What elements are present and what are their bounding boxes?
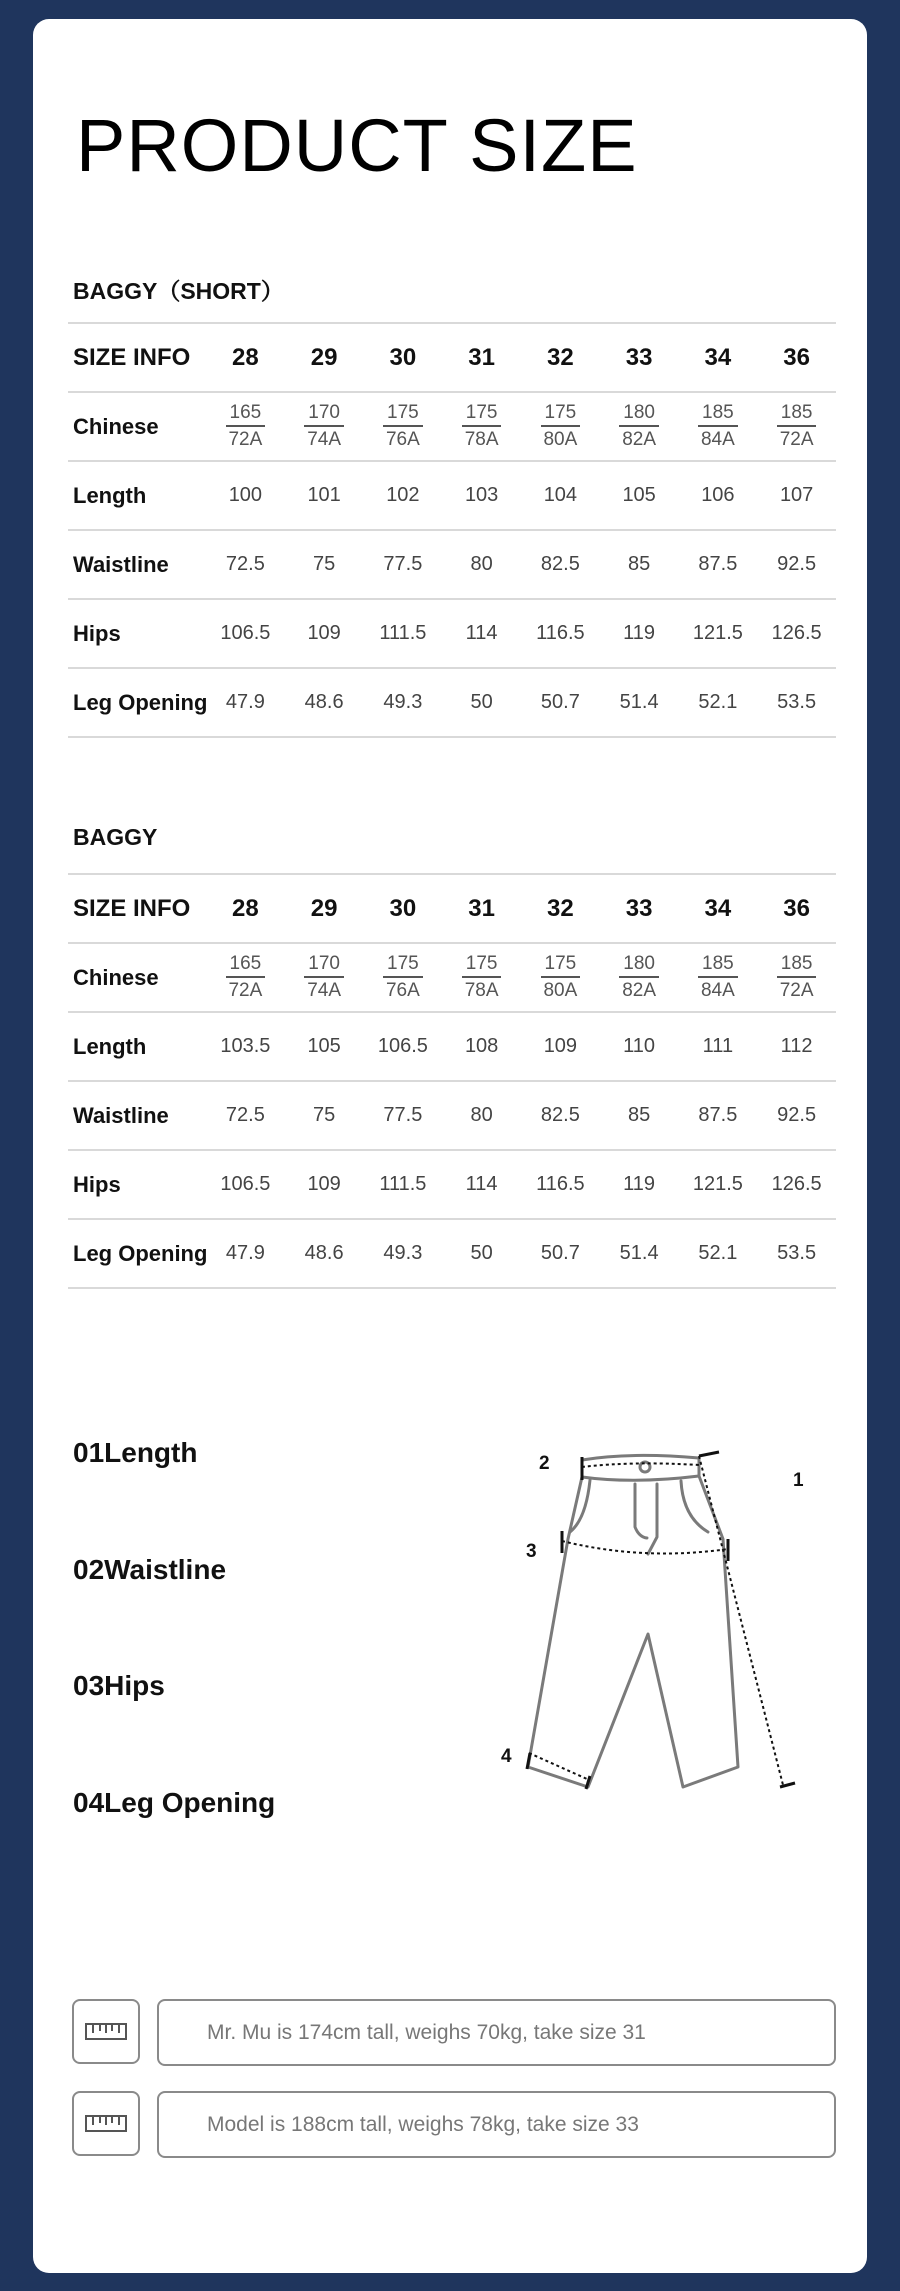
- chinese-size-fraction: $\frac{175}{80A}$: [541, 953, 581, 1002]
- size-cell: 29: [285, 874, 364, 943]
- table-cell: 112: [757, 1012, 836, 1081]
- chinese-size-fraction: $\frac{175}{78A}$: [462, 402, 502, 451]
- chinese-size-fraction: $\frac{185}{84A}$: [698, 402, 738, 451]
- chinese-size-fraction: $\frac{185}{84A}$: [698, 953, 738, 1002]
- table-cell: 105: [285, 1012, 364, 1081]
- ruler-icon: [84, 2021, 128, 2043]
- chinese-size-fraction: $\frac{185}{72A}$: [777, 953, 817, 1002]
- size-cell: 28: [206, 323, 285, 392]
- size-cell: 31: [442, 874, 521, 943]
- table-cell: 87.5: [679, 530, 758, 599]
- size-card: [33, 19, 867, 2273]
- table-cell: 104: [521, 461, 600, 530]
- size-cell: 32: [521, 874, 600, 943]
- header-label: SIZE INFO: [68, 323, 206, 392]
- table-cell: 111.5: [364, 1150, 443, 1219]
- chinese-size-fraction: $\frac{175}{78A}$: [462, 953, 502, 1002]
- table-cell: 48.6: [285, 668, 364, 737]
- table-cell: 109: [521, 1012, 600, 1081]
- table-cell: 109: [285, 599, 364, 668]
- table-cell: 116.5: [521, 599, 600, 668]
- table-cell: 102: [364, 461, 443, 530]
- chinese-size-fraction: $\frac{165}{72A}$: [226, 402, 266, 451]
- table-cell: 48.6: [285, 1219, 364, 1288]
- table-cell: 109: [285, 1150, 364, 1219]
- ruler-icon-box: [72, 2091, 140, 2156]
- table-cell: 53.5: [757, 1219, 836, 1288]
- table-cell: 103: [442, 461, 521, 530]
- table-row-hips: [68, 1150, 836, 1219]
- table-cell: 110: [600, 1012, 679, 1081]
- chinese-size-fraction: $\frac{170}{74A}$: [304, 402, 344, 451]
- diagram-label-4: 4: [501, 1746, 512, 1767]
- page-title: PRODUCT SIZE: [76, 104, 638, 187]
- table-cell: 85: [600, 530, 679, 599]
- table-row-leg-opening: [68, 1219, 836, 1288]
- chinese-size-fraction: $\frac{185}{72A}$: [777, 402, 817, 451]
- table-cell: 119: [600, 1150, 679, 1219]
- pants-outline: [528, 1476, 738, 1787]
- table-cell: 77.5: [364, 1081, 443, 1150]
- legend-leg-opening: 04Leg Opening: [73, 1787, 276, 1818]
- table-cell: 85: [600, 1081, 679, 1150]
- chinese-size-fraction: $\frac{170}{74A}$: [304, 953, 344, 1002]
- row-label: Hips: [68, 1150, 206, 1219]
- table-cell: 75: [285, 530, 364, 599]
- section-title-baggy-short: BAGGY（SHORT）: [73, 278, 284, 304]
- ruler-icon-box: [72, 1999, 140, 2064]
- diagram-label-1: 1: [793, 1470, 804, 1491]
- table-cell: 87.5: [679, 1081, 758, 1150]
- row-label: Waistline: [68, 530, 206, 599]
- size-cell: 32: [521, 323, 600, 392]
- table-cell: 121.5: [679, 599, 758, 668]
- section-title-baggy: BAGGY: [73, 824, 158, 850]
- table-cell: 49.3: [364, 668, 443, 737]
- size-cell: 31: [442, 323, 521, 392]
- pants-diagram: [483, 1419, 863, 1839]
- table-cell: 72.5: [206, 530, 285, 599]
- table-cell: 111.5: [364, 599, 443, 668]
- row-label: Hips: [68, 599, 206, 668]
- table-cell: 80: [442, 1081, 521, 1150]
- table-cell: 106: [679, 461, 758, 530]
- model-note-2: Model is 188cm tall, weighs 78kg, take size 33: [157, 2091, 836, 2158]
- table-cell: 106.5: [364, 1012, 443, 1081]
- chinese-size-fraction: $\frac{180}{82A}$: [619, 953, 659, 1002]
- table-cell: 75: [285, 1081, 364, 1150]
- diagram-label-3: 3: [526, 1541, 537, 1562]
- table-cell: 106.5: [206, 599, 285, 668]
- chinese-size-fraction: $\frac{180}{82A}$: [619, 402, 659, 451]
- table-cell: 50: [442, 668, 521, 737]
- size-table-baggy-short: [68, 322, 836, 738]
- table-cell: 72.5: [206, 1081, 285, 1150]
- table-row-chinese: [68, 943, 836, 1012]
- table-cell: 52.1: [679, 668, 758, 737]
- pants-fly: [635, 1484, 647, 1538]
- table-cell: 116.5: [521, 1150, 600, 1219]
- legend-length: 01Length: [73, 1437, 198, 1468]
- row-label: Length: [68, 1012, 206, 1081]
- table-cell: 100: [206, 461, 285, 530]
- size-cell: 33: [600, 874, 679, 943]
- size-cell: 33: [600, 323, 679, 392]
- chinese-size-fraction: $\frac{165}{72A}$: [226, 953, 266, 1002]
- table-cell: 106.5: [206, 1150, 285, 1219]
- size-cell: 34: [679, 323, 758, 392]
- table-cell: 126.5: [757, 599, 836, 668]
- size-cell: 36: [757, 874, 836, 943]
- legend-hips: 03Hips: [73, 1670, 165, 1701]
- hips-measure-line: [562, 1541, 728, 1554]
- row-label: Chinese: [68, 392, 206, 461]
- size-cell: 36: [757, 323, 836, 392]
- size-cell: 28: [206, 874, 285, 943]
- table-cell: 77.5: [364, 530, 443, 599]
- table-cell: 50.7: [521, 1219, 600, 1288]
- size-cell: 30: [364, 323, 443, 392]
- model-note-1: Mr. Mu is 174cm tall, weighs 70kg, take size 31: [157, 1999, 836, 2066]
- table-cell: 107: [757, 461, 836, 530]
- size-cell: 34: [679, 874, 758, 943]
- legend-waistline: 02Waistline: [73, 1554, 227, 1585]
- size-table-baggy: [68, 873, 836, 1289]
- length-measure-line: [699, 1456, 783, 1785]
- table-cell: 82.5: [521, 1081, 600, 1150]
- pants-waistband-top: [582, 1455, 699, 1460]
- table-cell: 52.1: [679, 1219, 758, 1288]
- diagram-label-2: 2: [539, 1453, 550, 1474]
- table-cell: 47.9: [206, 1219, 285, 1288]
- chinese-size-fraction: $\frac{175}{76A}$: [383, 953, 423, 1002]
- table-cell: 50: [442, 1219, 521, 1288]
- table-row-waistline: [68, 530, 836, 599]
- table-cell: 119: [600, 599, 679, 668]
- row-label: Leg Opening: [68, 1219, 206, 1288]
- table-row-waistline: [68, 1081, 836, 1150]
- table-header-row: [68, 874, 836, 943]
- table-cell: 92.5: [757, 1081, 836, 1150]
- table-cell: 111: [679, 1012, 758, 1081]
- table-cell: 49.3: [364, 1219, 443, 1288]
- table-cell: 114: [442, 599, 521, 668]
- row-label: Leg Opening: [68, 668, 206, 737]
- table-row-leg-opening: [68, 668, 836, 737]
- table-cell: 53.5: [757, 668, 836, 737]
- table-cell: 101: [285, 461, 364, 530]
- table-row-length: [68, 461, 836, 530]
- table-cell: 105: [600, 461, 679, 530]
- table-header-row: [68, 323, 836, 392]
- size-cell: 30: [364, 874, 443, 943]
- table-cell: 50.7: [521, 668, 600, 737]
- ruler-icon: [84, 2113, 128, 2135]
- chinese-size-fraction: $\frac{175}{76A}$: [383, 402, 423, 451]
- table-row-hips: [68, 599, 836, 668]
- table-cell: 92.5: [757, 530, 836, 599]
- table-row-chinese: [68, 392, 836, 461]
- row-label: Chinese: [68, 943, 206, 1012]
- table-cell: 108: [442, 1012, 521, 1081]
- table-cell: 51.4: [600, 668, 679, 737]
- chinese-size-fraction: $\frac{175}{80A}$: [541, 402, 581, 451]
- table-cell: 51.4: [600, 1219, 679, 1288]
- table-cell: 103.5: [206, 1012, 285, 1081]
- table-cell: 121.5: [679, 1150, 758, 1219]
- table-cell: 82.5: [521, 530, 600, 599]
- table-cell: 80: [442, 530, 521, 599]
- header-label: SIZE INFO: [68, 874, 206, 943]
- row-label: Waistline: [68, 1081, 206, 1150]
- size-cell: 29: [285, 323, 364, 392]
- table-row-length: [68, 1012, 836, 1081]
- table-cell: 114: [442, 1150, 521, 1219]
- row-label: Length: [68, 461, 206, 530]
- table-cell: 47.9: [206, 668, 285, 737]
- table-cell: 126.5: [757, 1150, 836, 1219]
- leg-opening-measure-line: [529, 1753, 587, 1779]
